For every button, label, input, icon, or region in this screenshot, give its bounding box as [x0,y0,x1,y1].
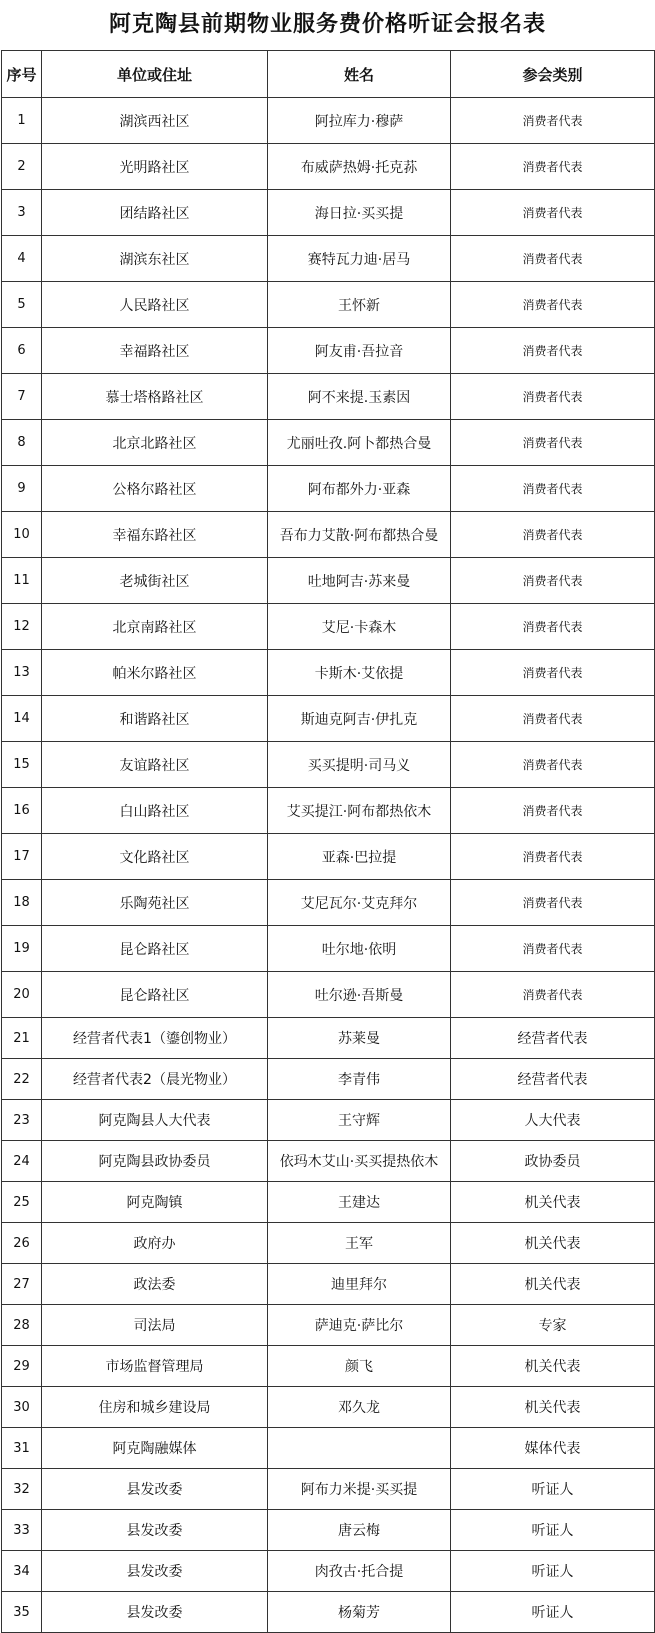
cell-category: 消费者代表 [451,328,655,374]
table-row [2,1018,655,1059]
table-row [2,1305,655,1346]
cell-seq: 1 [2,98,42,144]
header-seq: 序号 [2,51,42,98]
cell-unit: 友谊路社区 [42,742,268,788]
cell-name: 阿布力米提·买买提 [268,1469,451,1510]
cell-name: 王军 [268,1223,451,1264]
table-row [2,696,655,742]
table-header-row [2,51,655,98]
cell-seq: 18 [2,880,42,926]
cell-seq: 19 [2,926,42,972]
cell-category: 消费者代表 [451,880,655,926]
table-row [2,558,655,604]
cell-name: 王怀新 [268,282,451,328]
cell-seq: 20 [2,972,42,1018]
cell-category: 机关代表 [451,1182,655,1223]
cell-name: 赛特瓦力迪·居马 [268,236,451,282]
table-row [2,834,655,880]
cell-seq: 24 [2,1141,42,1182]
table-row [2,788,655,834]
cell-category: 机关代表 [451,1223,655,1264]
cell-name: 李青伟 [268,1059,451,1100]
cell-unit: 慕士塔格路社区 [42,374,268,420]
cell-unit: 县发改委 [42,1592,268,1633]
cell-name: 阿拉库力·穆萨 [268,98,451,144]
cell-seq: 5 [2,282,42,328]
header-name: 姓名 [268,51,451,98]
cell-unit: 昆仑路社区 [42,926,268,972]
cell-name: 邓久龙 [268,1387,451,1428]
cell-unit: 经营者代表2（晨光物业） [42,1059,268,1100]
cell-category: 消费者代表 [451,926,655,972]
table-row [2,1059,655,1100]
cell-name: 萨迪克·萨比尔 [268,1305,451,1346]
cell-unit: 阿克陶县人大代表 [42,1100,268,1141]
cell-name: 艾买提江·阿布都热依木 [268,788,451,834]
cell-unit: 政府办 [42,1223,268,1264]
cell-seq: 2 [2,144,42,190]
table-row [2,282,655,328]
cell-unit: 北京北路社区 [42,420,268,466]
table-row [2,650,655,696]
cell-unit: 湖滨东社区 [42,236,268,282]
cell-seq: 7 [2,374,42,420]
cell-category: 消费者代表 [451,788,655,834]
cell-unit: 阿克陶镇 [42,1182,268,1223]
cell-category: 听证人 [451,1551,655,1592]
cell-name: 阿友甫·吾拉音 [268,328,451,374]
cell-unit: 政法委 [42,1264,268,1305]
cell-category: 消费者代表 [451,98,655,144]
cell-seq: 6 [2,328,42,374]
table-row [2,1264,655,1305]
cell-name: 斯迪克阿吉·伊扎克 [268,696,451,742]
cell-seq: 11 [2,558,42,604]
cell-unit: 住房和城乡建设局 [42,1387,268,1428]
cell-category: 消费者代表 [451,696,655,742]
cell-category: 消费者代表 [451,972,655,1018]
cell-category: 消费者代表 [451,834,655,880]
table-row [2,374,655,420]
table-row [2,1551,655,1592]
cell-category: 消费者代表 [451,558,655,604]
table-row [2,1510,655,1551]
cell-seq: 25 [2,1182,42,1223]
cell-name: 肉孜古·托合提 [268,1551,451,1592]
cell-category: 消费者代表 [451,604,655,650]
table-row [2,926,655,972]
table-row [2,972,655,1018]
cell-unit: 幸福路社区 [42,328,268,374]
cell-unit: 公格尔路社区 [42,466,268,512]
cell-seq: 28 [2,1305,42,1346]
cell-seq: 33 [2,1510,42,1551]
table-row [2,880,655,926]
cell-unit: 昆仑路社区 [42,972,268,1018]
table-body [2,98,655,1633]
cell-name: 吾布力艾散·阿布都热合曼 [268,512,451,558]
cell-seq: 22 [2,1059,42,1100]
table-row [2,1346,655,1387]
cell-seq: 29 [2,1346,42,1387]
cell-name: 吐尔逊·吾斯曼 [268,972,451,1018]
cell-unit: 县发改委 [42,1510,268,1551]
cell-category: 消费者代表 [451,374,655,420]
cell-name: 王守辉 [268,1100,451,1141]
cell-unit: 湖滨西社区 [42,98,268,144]
cell-seq: 9 [2,466,42,512]
cell-name: 艾尼·卡森木 [268,604,451,650]
cell-name: 迪里拜尔 [268,1264,451,1305]
cell-seq: 8 [2,420,42,466]
cell-seq: 4 [2,236,42,282]
cell-seq: 13 [2,650,42,696]
cell-unit: 人民路社区 [42,282,268,328]
cell-unit: 光明路社区 [42,144,268,190]
cell-name: 杨菊芳 [268,1592,451,1633]
cell-category: 消费者代表 [451,420,655,466]
cell-category: 听证人 [451,1592,655,1633]
table-row [2,466,655,512]
cell-category: 消费者代表 [451,144,655,190]
table-row [2,190,655,236]
cell-unit: 帕米尔路社区 [42,650,268,696]
cell-seq: 27 [2,1264,42,1305]
cell-category: 机关代表 [451,1264,655,1305]
cell-name [268,1428,451,1469]
registration-table [1,50,655,1633]
cell-unit: 北京南路社区 [42,604,268,650]
page-title: 阿克陶县前期物业服务费价格听证会报名表 [108,12,546,37]
cell-unit: 幸福东路社区 [42,512,268,558]
cell-seq: 10 [2,512,42,558]
table-row [2,1469,655,1510]
cell-category: 听证人 [451,1469,655,1510]
cell-category: 消费者代表 [451,466,655,512]
cell-category: 人大代表 [451,1100,655,1141]
cell-category: 听证人 [451,1510,655,1551]
table-row [2,144,655,190]
cell-category: 专家 [451,1305,655,1346]
table-row [2,1141,655,1182]
cell-name: 布威萨热姆·托克荪 [268,144,451,190]
cell-category: 媒体代表 [451,1428,655,1469]
cell-unit: 白山路社区 [42,788,268,834]
cell-seq: 3 [2,190,42,236]
cell-category: 消费者代表 [451,650,655,696]
cell-unit: 阿克陶县政协委员 [42,1141,268,1182]
cell-category: 消费者代表 [451,190,655,236]
cell-seq: 30 [2,1387,42,1428]
cell-name: 颜飞 [268,1346,451,1387]
cell-name: 买买提明·司马义 [268,742,451,788]
cell-unit: 市场监督管理局 [42,1346,268,1387]
cell-name: 海日拉·买买提 [268,190,451,236]
cell-category: 消费者代表 [451,512,655,558]
cell-category: 消费者代表 [451,282,655,328]
table-row [2,98,655,144]
cell-category: 经营者代表 [451,1059,655,1100]
cell-name: 尤丽吐孜.阿卜都热合曼 [268,420,451,466]
table-row [2,1100,655,1141]
header-unit: 单位或住址 [42,51,268,98]
cell-unit: 乐陶苑社区 [42,880,268,926]
cell-name: 卡斯木·艾依提 [268,650,451,696]
cell-unit: 团结路社区 [42,190,268,236]
cell-unit: 司法局 [42,1305,268,1346]
cell-category: 政协委员 [451,1141,655,1182]
cell-category: 经营者代表 [451,1018,655,1059]
cell-name: 阿布都外力·亚森 [268,466,451,512]
cell-seq: 15 [2,742,42,788]
cell-seq: 31 [2,1428,42,1469]
cell-category: 消费者代表 [451,742,655,788]
table-row [2,512,655,558]
table-row [2,1223,655,1264]
table-row [2,1387,655,1428]
cell-name: 王建达 [268,1182,451,1223]
cell-name: 吐尔地·依明 [268,926,451,972]
table-row [2,742,655,788]
cell-category: 机关代表 [451,1346,655,1387]
table-row [2,236,655,282]
cell-seq: 23 [2,1100,42,1141]
cell-name: 唐云梅 [268,1510,451,1551]
cell-unit: 阿克陶融媒体 [42,1428,268,1469]
cell-unit: 和谐路社区 [42,696,268,742]
cell-seq: 32 [2,1469,42,1510]
cell-name: 苏莱曼 [268,1018,451,1059]
cell-unit: 经营者代表1（鎏创物业） [42,1018,268,1059]
cell-unit: 文化路社区 [42,834,268,880]
table-row [2,1592,655,1633]
cell-seq: 12 [2,604,42,650]
table-row [2,328,655,374]
table-row [2,604,655,650]
header-category: 参会类别 [451,51,655,98]
cell-name: 依玛木艾山·买买提热依木 [268,1141,451,1182]
cell-seq: 21 [2,1018,42,1059]
cell-seq: 34 [2,1551,42,1592]
cell-unit: 老城街社区 [42,558,268,604]
table-row [2,420,655,466]
cell-name: 艾尼瓦尔·艾克拜尔 [268,880,451,926]
cell-seq: 17 [2,834,42,880]
cell-category: 消费者代表 [451,236,655,282]
cell-name: 亚森·巴拉提 [268,834,451,880]
cell-seq: 16 [2,788,42,834]
cell-name: 吐地阿吉·苏来曼 [268,558,451,604]
cell-name: 阿不来提.玉素因 [268,374,451,420]
cell-seq: 35 [2,1592,42,1633]
table-row [2,1428,655,1469]
cell-category: 机关代表 [451,1387,655,1428]
cell-seq: 14 [2,696,42,742]
cell-seq: 26 [2,1223,42,1264]
cell-unit: 县发改委 [42,1469,268,1510]
table-row [2,1182,655,1223]
cell-unit: 县发改委 [42,1551,268,1592]
